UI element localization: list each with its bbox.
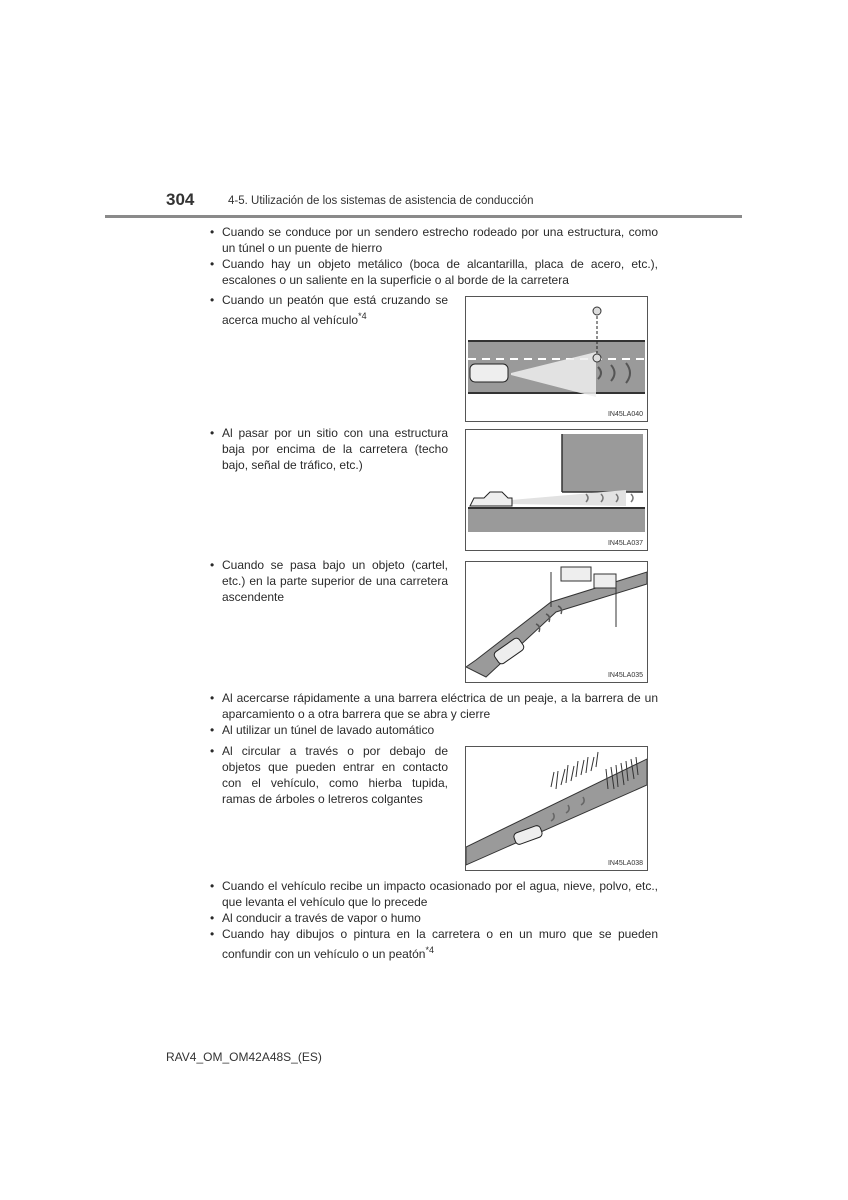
list-item: • Al conducir a través de vapor o humo	[222, 910, 658, 926]
list-item: • Cuando un peatón que está cruzando se acerca mucho al vehículo$^{*4}$	[222, 292, 448, 328]
header-divider	[105, 215, 742, 218]
figure-code: IN45LA035	[607, 672, 643, 679]
list-item: • Al acercarse rápidamente a una barrera eléctrica de un peaje, a la barrera de un aparcamiento o a otra barrera que se abra y cierre	[222, 690, 658, 722]
figure-grass-branches	[465, 746, 648, 871]
figure-uphill-sign	[465, 561, 648, 683]
figure-low-structure	[465, 429, 648, 551]
section-title: 4-5. Utilización de los sistemas de asistencia de conducción	[228, 195, 534, 207]
list-item: • Cuando se conduce por un sendero estrecho rodeado por una estructura, como un túnel o un puente de hierro	[222, 224, 658, 256]
figure-code: IN45LA038	[607, 860, 643, 867]
uphill-sign-illustration	[466, 562, 647, 682]
figure-code: IN45LA040	[607, 411, 643, 418]
pedestrian-illustration	[466, 297, 647, 421]
page-number: 304	[166, 190, 195, 209]
list-item: • Al circular a través o por debajo de objetos que pueden entrar en contacto con el vehículo, como hierba tupida, ramas de árboles o letreros colgantes	[222, 743, 448, 807]
grass-illustration	[466, 747, 647, 870]
list-item: • Cuando el vehículo recibe un impacto ocasionado por el agua, nieve, polvo, etc., que levanta el vehículo que lo precede	[222, 878, 658, 910]
list-item: • Cuando hay un objeto metálico (boca de alcantarilla, placa de acero, etc.), escalones o un saliente en la superficie o al borde de la carretera	[222, 256, 658, 288]
list-item: • Al pasar por un sitio con una estructura baja por encima de la carretera (techo bajo, señal de tráfico, etc.)	[222, 425, 448, 473]
figure-pedestrian-crossing	[465, 296, 648, 422]
list-item: • Al utilizar un túnel de lavado automático	[222, 722, 658, 738]
figure-code: IN45LA037	[607, 540, 643, 547]
list-item: • Cuando se pasa bajo un objeto (cartel, etc.) en la parte superior de una carretera ascendente	[222, 557, 448, 605]
list-item: • Cuando hay dibujos o pintura en la carretera o en un muro que se pueden confundir con un vehículo o un peatón$^{*4}$	[222, 926, 658, 962]
document-code: RAV4_OM_OM42A48S_(ES)	[166, 1050, 322, 1064]
low-structure-illustration	[466, 430, 647, 550]
